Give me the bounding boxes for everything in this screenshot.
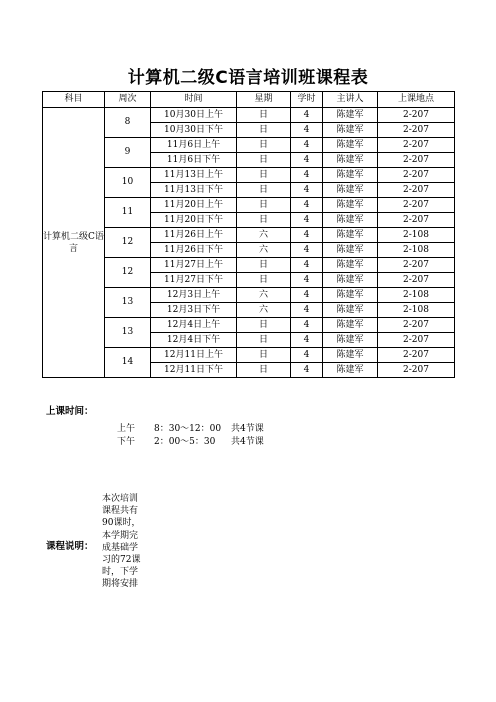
lecturer-cell: 陈建军 [323,303,378,318]
time-cell: 11月27日上午 [151,258,237,273]
lecturer-cell: 陈建军 [323,168,378,183]
lecturer-cell: 陈建军 [323,198,378,213]
weekday-cell: 六 [237,243,291,258]
table-row [43,258,455,273]
table-header-row [43,92,455,108]
note-line: 习的72课 [102,555,141,566]
table-row [43,318,455,333]
weekday-cell: 日 [237,138,291,153]
weekday-cell: 日 [237,273,291,288]
note-line: 90课时， [102,518,141,529]
table-row [43,228,455,243]
weekday-cell: 六 [237,303,291,318]
weekday-cell: 六 [237,288,291,303]
class-time-morning [117,421,264,434]
time-cell: 12月11日下午 [151,363,237,378]
weekday-cell: 日 [237,108,291,123]
hours-cell: 4 [291,198,323,213]
location-cell: 2-207 [378,348,455,363]
note-line: 期将安排 [102,579,139,590]
weekday-cell: 日 [237,333,291,348]
page-title: 计算机二级C语言培训班课程表 [127,68,369,88]
lecturer-cell: 陈建军 [323,213,378,228]
time-cell: 11月27日下午 [151,273,237,288]
weekday-cell: 日 [237,363,291,378]
time-cell: 11月20日上午 [151,198,237,213]
lecturer-cell: 陈建军 [323,273,378,288]
location-cell: 2-207 [378,168,455,183]
location-cell: 2-207 [378,153,455,168]
hours-cell: 4 [291,273,323,288]
weekday-cell: 六 [237,228,291,243]
table-row [43,168,455,183]
week-cell: 10 [105,168,151,198]
lecturer-cell: 陈建军 [323,363,378,378]
lecturer-cell: 陈建军 [323,348,378,363]
hours-cell: 4 [291,243,323,258]
header-subject: 科目 [43,92,105,108]
table-row [43,288,455,303]
location-cell: 2-207 [378,258,455,273]
header-weekday: 星期 [237,92,291,108]
weekday-cell: 日 [237,198,291,213]
note-line: 课程共有 [102,506,139,517]
weekday-cell: 日 [237,258,291,273]
note-line: 成基础学 [102,542,139,553]
week-cell: 8 [105,108,151,138]
time-cell: 11月6日上午 [151,138,237,153]
class-time-afternoon [117,434,264,447]
time-cell: 12月3日下午 [151,303,237,318]
time-cell: 11月20日下午 [151,213,237,228]
header-location: 上课地点 [378,92,455,108]
lecturer-cell: 陈建军 [323,318,378,333]
weekday-cell: 日 [237,348,291,363]
lecturer-cell: 陈建军 [323,123,378,138]
hours-cell: 4 [291,108,323,123]
week-cell: 9 [105,138,151,168]
note-line: 时，下学 [102,567,139,578]
location-cell: 2-207 [378,138,455,153]
lessons-morning: 共4节课 [231,424,264,434]
period-morning: 上午 [117,424,136,434]
period-afternoon: 下午 [117,437,136,447]
table-row [43,198,455,213]
time-cell: 11月26日上午 [151,228,237,243]
time-cell: 12月4日上午 [151,318,237,333]
hours-cell: 4 [291,138,323,153]
location-cell: 2-108 [378,303,455,318]
lecturer-cell: 陈建军 [323,228,378,243]
location-cell: 2-207 [378,333,455,348]
time-cell: 11月13日下午 [151,183,237,198]
lecturer-cell: 陈建军 [323,153,378,168]
hours-cell: 4 [291,228,323,243]
location-cell: 2-207 [378,213,455,228]
lecturer-cell: 陈建军 [323,108,378,123]
schedule-table [42,91,455,378]
weekday-cell: 日 [237,123,291,138]
time-cell: 11月6日下午 [151,153,237,168]
course-note-label: 课程说明： [46,541,94,552]
course-note-text [102,493,144,591]
time-morning: 8：30～12：00 [154,424,222,434]
week-cell: 11 [105,198,151,228]
location-cell: 2-207 [378,318,455,333]
table-row [43,348,455,363]
time-cell: 12月11日上午 [151,348,237,363]
lecturer-cell: 陈建军 [323,183,378,198]
hours-cell: 4 [291,363,323,378]
note-line: 本学期完 [102,530,139,541]
time-cell: 11月26日下午 [151,243,237,258]
time-cell: 12月4日下午 [151,333,237,348]
header-week: 周次 [105,92,151,108]
location-cell: 2-108 [378,243,455,258]
time-cell: 11月13日上午 [151,168,237,183]
week-cell: 14 [105,348,151,378]
lecturer-cell: 陈建军 [323,138,378,153]
hours-cell: 4 [291,123,323,138]
time-afternoon: 2：00～5：30 [154,437,216,447]
header-hours: 学时 [291,92,323,108]
hours-cell: 4 [291,333,323,348]
hours-cell: 4 [291,348,323,363]
lecturer-cell: 陈建军 [323,258,378,273]
weekday-cell: 日 [237,153,291,168]
week-cell: 13 [105,288,151,318]
weekday-cell: 日 [237,213,291,228]
time-cell: 12月3日上午 [151,288,237,303]
note-line: 本次培训 [102,494,139,504]
hours-cell: 4 [291,153,323,168]
week-cell: 13 [105,318,151,348]
hours-cell: 4 [291,303,323,318]
hours-cell: 4 [291,168,323,183]
location-cell: 2-207 [378,363,455,378]
week-cell: 12 [105,228,151,258]
lecturer-cell: 陈建军 [323,333,378,348]
location-cell: 2-207 [378,183,455,198]
header-time: 时间 [151,92,237,108]
hours-cell: 4 [291,183,323,198]
week-cell: 12 [105,258,151,288]
subject-cell: 计算机二级C语言 [43,108,105,378]
header-lecturer: 主讲人 [323,92,378,108]
time-cell: 10月30日上午 [151,108,237,123]
location-cell: 2-108 [378,288,455,303]
hours-cell: 4 [291,318,323,333]
weekday-cell: 日 [237,168,291,183]
table-body [43,108,455,378]
table-row [43,138,455,153]
location-cell: 2-207 [378,273,455,288]
location-cell: 2-108 [378,228,455,243]
hours-cell: 4 [291,258,323,273]
hours-cell: 4 [291,288,323,303]
weekday-cell: 日 [237,183,291,198]
location-cell: 2-207 [378,123,455,138]
lecturer-cell: 陈建军 [323,243,378,258]
location-cell: 2-207 [378,108,455,123]
table-row [43,108,455,123]
lessons-afternoon: 共4节课 [231,437,264,447]
time-cell: 10月30日下午 [151,123,237,138]
class-time-label: 上课时间： [46,406,94,417]
hours-cell: 4 [291,213,323,228]
lecturer-cell: 陈建军 [323,288,378,303]
weekday-cell: 日 [237,318,291,333]
location-cell: 2-207 [378,198,455,213]
